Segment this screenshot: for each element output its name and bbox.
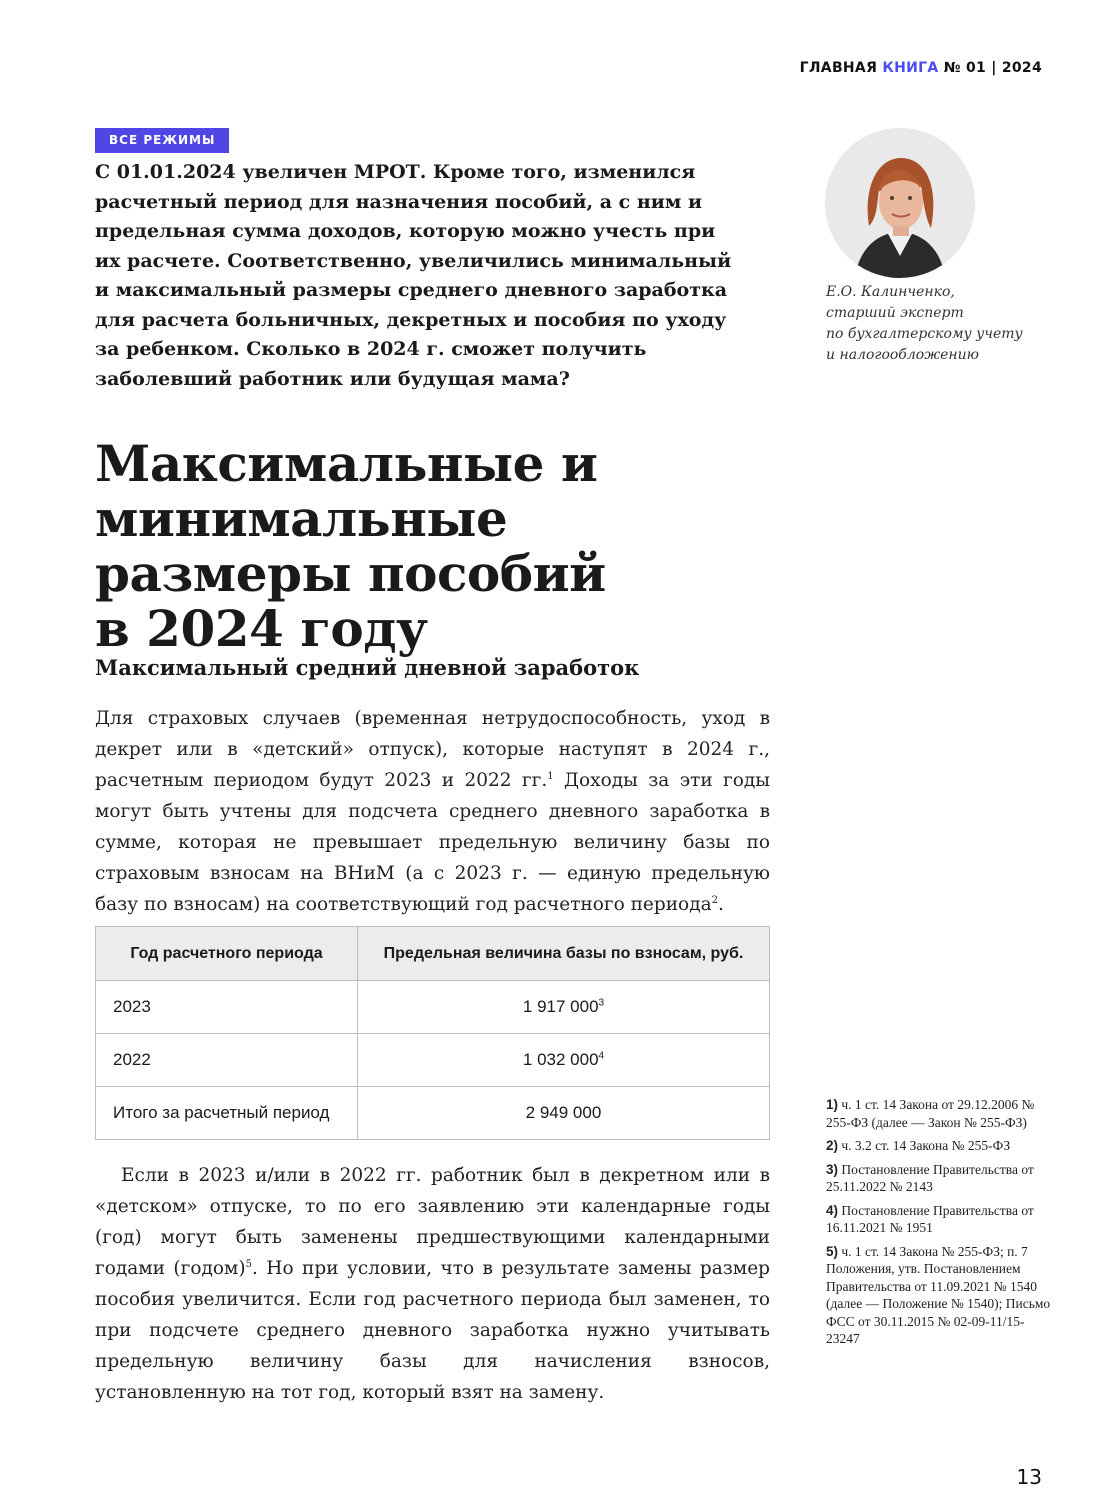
brand-name-part1: ГЛАВНАЯ (799, 60, 878, 76)
footnote-text: Постановление Правительства от 25.11.2022 № 2143 (826, 1161, 1034, 1194)
title-line2: размеры пособий (95, 544, 606, 603)
para1-text-1: Для страховых случаев (временная нетрудоспособность, уход в декрет или в «детский» отпуск), которые наступят в 2024 г., расчетным периодом будут 2023 и 2022 гг. (95, 708, 770, 791)
table-header-row (96, 927, 770, 981)
author-caption (826, 282, 1056, 366)
page-number: 13 (1016, 1465, 1042, 1489)
author-photo (825, 128, 975, 278)
footnote-item (826, 1243, 1056, 1348)
table-header-year: Год расчетного периода (96, 927, 358, 981)
para1-text-3: . (718, 894, 724, 915)
category-tag: ВСЕ РЕЖИМЫ (95, 128, 229, 153)
title-line1: Максимальные и минимальные (95, 434, 598, 548)
footnote-ref-1: 1 (547, 770, 554, 782)
footnote-number: 2) (826, 1138, 839, 1153)
footnote-text: Постановление Правительства от 16.11.2021 № 1951 (826, 1202, 1034, 1235)
footnote-text: ч. 1 ст. 14 Закона от 29.12.2006 № 255-ФЗ (далее — Закон № 255-ФЗ) (826, 1097, 1035, 1130)
footnote-number: 4) (826, 1202, 839, 1218)
author-name: Е.О. Калинченко, (826, 284, 955, 300)
footnote-text: ч. 1 ст. 14 Закона № 255-ФЗ; п. 7 Положения, утв. Постановлением Правительства от 11.09.2021 № 1540 (далее — Положение № 1540); Письмо ФСС от 30.11.2015 № 02-09-11/15-23247 (826, 1243, 1051, 1346)
footnote-ref-2: 2 (711, 894, 718, 906)
footnote-number: 5) (826, 1243, 839, 1259)
table-value: 2 949 000 (525, 1103, 602, 1122)
table-row (96, 1034, 770, 1087)
table-cell-value (358, 1087, 770, 1140)
table-value: 1 917 000 (522, 997, 599, 1016)
para1-text-2: Доходы за эти годы могут быть учтены для подсчета среднего дневного заработка в сумме, которая не превышает предельную величину базы по страховым взносам на ВНиМ (а с 2023 г. — единую предельную базу по взносам) на соответствующий год расчетного периода (95, 770, 770, 915)
table-cell-year: 2022 (96, 1034, 358, 1087)
author-portrait-icon (825, 128, 975, 278)
para2-text-1: Если в 2023 и/или в 2022 гг. работник был в декретном или в «детском» отпуске, то по его заявлению эти календарные годы (год) могут быть заменены предшествующими календарными годами (годом) (95, 1165, 770, 1279)
brand-name-part2: КНИГА (882, 60, 939, 76)
body-paragraph-2 (95, 1160, 770, 1408)
title-line3: в 2024 году (95, 599, 428, 658)
table-cell-value (358, 1034, 770, 1087)
footnote-item (826, 1096, 1056, 1131)
footnote-number: 1) (826, 1097, 839, 1112)
magazine-header (800, 60, 1042, 76)
table-cell-value (358, 981, 770, 1034)
issue-number: № 01 | 2024 (943, 60, 1042, 76)
lead-paragraph: С 01.01.2024 увеличен МРОТ. Кроме того, изменился расчетный период для назначения пособий, а с ним и предельная сумма доходов, которую можно учесть при их расчете. Соответственно, увеличились минимальный и максимальный размеры среднего дневного заработка для расчета больничных, декретных и пособия по уходу за ребенком. Сколько в 2024 г. сможет получить заболевший работник или будущая мама? (95, 161, 732, 390)
footnote-item (826, 1161, 1056, 1196)
table-header-limit: Предельная величина базы по взносам, руб. (358, 927, 770, 981)
body-paragraph-1 (95, 703, 770, 920)
section-heading: Максимальный средний дневной заработок (95, 655, 640, 680)
footnotes (826, 1096, 1056, 1354)
author-position-line3: и налогообложению (826, 347, 979, 363)
author-position-line2: по бухгалтерскому учету (826, 326, 1023, 342)
table-cell-year: 2023 (96, 981, 358, 1034)
table-cell-year: Итого за расчетный период (96, 1087, 358, 1140)
para2-text-2: . Но при условии, что в результате замены размер пособия увеличится. Если год расчетного периода был заменен, то при подсчете среднего дневного заработка нужно учитывать предельную величину базы для начисления взносов, установленную на тот год, который взят на замену. (95, 1258, 770, 1403)
table-row (96, 1087, 770, 1140)
footnote-item (826, 1202, 1056, 1237)
footnote-ref-5: 5 (245, 1258, 252, 1270)
footnote-text: ч. 3.2 ст. 14 Закона № 255-ФЗ (841, 1138, 1011, 1153)
table-value: 1 032 000 (522, 1050, 599, 1069)
footnote-number: 3) (826, 1161, 839, 1177)
author-position-line1: старший эксперт (826, 305, 964, 321)
table-row (96, 981, 770, 1034)
footnote-ref-3: 3 (598, 997, 605, 1009)
footnote-item (826, 1137, 1056, 1155)
footnote-ref-4: 4 (598, 1050, 605, 1062)
article-title (95, 436, 995, 656)
contribution-base-table (95, 926, 770, 1140)
